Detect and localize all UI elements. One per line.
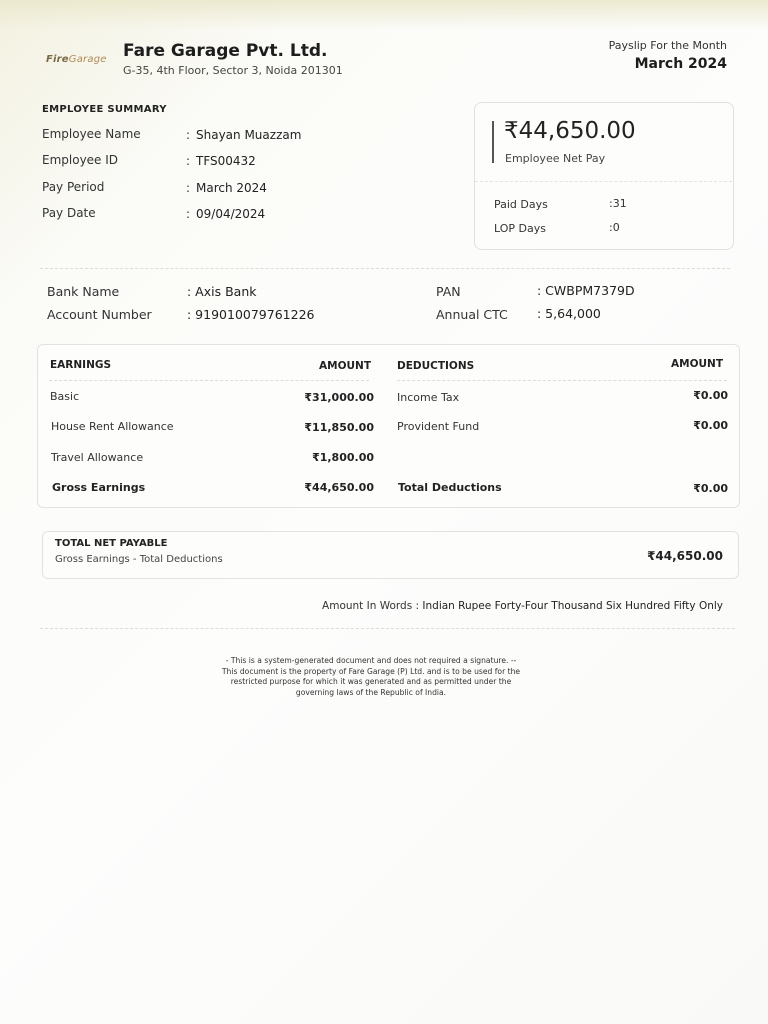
net-payable-subtitle: Gross Earnings - Total Deductions [55,554,223,565]
pan-label: PAN [436,284,461,299]
employee-name-value: Shayan Muazzam [196,128,302,142]
net-pay-divider [475,181,732,183]
payslip-month: March 2024 [634,56,727,72]
deductions-header-divider [397,380,727,381]
pay-date-value: 09/04/2024 [196,207,266,221]
earnings-row-label: House Rent Allowance [51,420,174,433]
footer-line: This document is the property of Fare Garage (P) Ltd. and is to be used for the [221,666,521,676]
footer-line: restricted purpose for which it was generated and as permitted under the [230,677,512,686]
bottom-divider [40,628,735,629]
net-pay-amount: ₹44,650.00 [504,118,636,144]
footer-line: - This is a system-generated document and does not required a signature. -- [225,656,517,665]
footer-disclaimer [214,656,528,698]
deductions-row-amount: ₹0.00 [693,389,728,402]
company-logo [46,54,107,65]
earnings-row-amount: ₹1,800.00 [312,451,374,464]
employee-summary-title: EMPLOYEE SUMMARY [42,104,167,115]
deductions-amount-header: AMOUNT [671,358,723,370]
employee-id-value: TFS00432 [196,154,256,168]
amount-in-words-label: Amount In Words : [322,600,420,612]
earnings-row-label: Basic [50,390,80,403]
earnings-header-divider [49,380,369,381]
earnings-row-amount: ₹11,850.00 [304,421,374,434]
deductions-row-label: Provident Fund [397,420,480,433]
earnings-row-amount: ₹31,000.00 [304,391,374,404]
amount-in-words-value: Indian Rupee Forty-Four Thousand Six Hundred Fifty Only [422,600,723,612]
net-payable-title: TOTAL NET PAYABLE [55,538,168,549]
account-number-value: : 919010079761226 [187,307,315,322]
logo-text-accent: Garage [68,54,107,65]
section-divider [40,268,730,269]
net-pay-label: Employee Net Pay [505,152,606,165]
annual-ctc-label: Annual CTC [436,307,508,322]
account-number-label: Account Number [47,307,152,322]
pay-date-label: Pay Date [42,206,96,220]
deductions-row-label: Income Tax [397,391,460,404]
footer-line: governing laws of the Republic of India. [295,687,447,697]
gross-earnings-amount: ₹44,650.00 [304,481,374,494]
deductions-header: DEDUCTIONS [397,360,475,372]
paper-fold-shadow [0,0,768,30]
gross-earnings-label: Gross Earnings [52,481,146,494]
logo-text-main: Fire [46,54,69,65]
bank-name-label: Bank Name [47,284,120,299]
deductions-row-amount: ₹0.00 [693,419,728,432]
company-address: G-35, 4th Floor, Sector 3, Noida 201301 [123,64,343,77]
total-deductions-label: Total Deductions [398,481,502,494]
employee-name-colon: : [186,128,191,142]
pay-period-label: Pay Period [42,180,105,194]
employee-id-label: Employee ID [42,153,119,167]
paid-days-label: Paid Days [494,198,548,211]
total-deductions-amount: ₹0.00 [693,482,728,495]
pay-period-colon: : [186,181,191,195]
earnings-header: EARNINGS [50,359,112,371]
lop-days-value: :0 [609,221,620,234]
company-name: Fare Garage Pvt. Ltd. [123,41,328,61]
pay-period-value: March 2024 [196,181,267,195]
lop-days-label: LOP Days [494,222,546,235]
amount-in-words [322,600,723,612]
employee-id-colon: : [186,154,191,168]
bank-name-value: : Axis Bank [187,284,257,299]
employee-name-label: Employee Name [42,127,141,141]
paid-days-value: :31 [609,197,627,210]
net-pay-accent-bar [492,121,494,163]
pay-date-colon: : [186,207,191,221]
earnings-row-label: Travel Allowance [51,451,144,464]
annual-ctc-value: : 5,64,000 [537,306,601,321]
payslip-month-label: Payslip For the Month [608,39,727,52]
earnings-amount-header: AMOUNT [319,360,371,372]
net-payable-amount: ₹44,650.00 [647,549,723,563]
pan-value: : CWBPM7379D [537,283,635,298]
